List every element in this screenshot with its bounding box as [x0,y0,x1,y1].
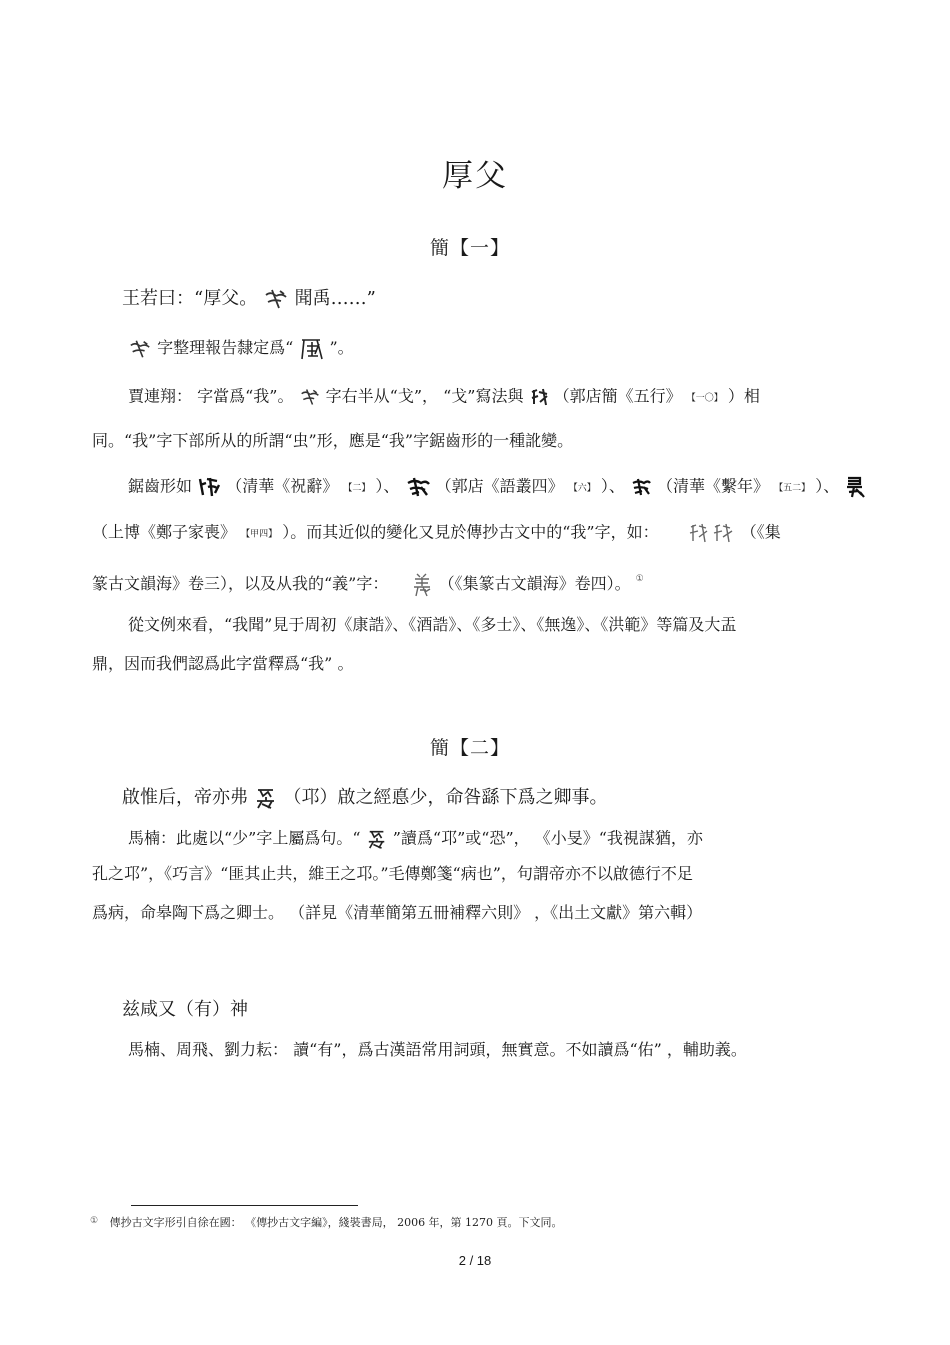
para-2-text-i: ）。而其近似的變化又見於傳抄古文中的“我”字，如： [282,522,659,542]
para-1-line-2: 同。“我”字下部所从的所謂“虫”形，應是“我”字鋸齒形的一種訛變。 [92,431,574,450]
para-4-text-a: 馬楠：此處以“少”字上屬爲句。“ [128,828,361,848]
quote-2-text-a: 啟惟后，帝亦弗 [122,787,248,808]
footnote-divider [131,1205,358,1206]
footnote-text: 傳抄古文字形引自徐在國： 《傳抄古文字編》，綫裝書局， 2006 年，第 1270 頁。下文同。 [109,1216,563,1229]
para-2-text-a: 鋸齒形如 [128,476,193,496]
qiong-glyph-icon [254,787,278,809]
footnote-ref-1[interactable]: ① [635,574,644,584]
wuxing-glyph-icon [529,387,549,407]
para-2-line-3 [92,571,644,598]
para-2-text-e: ）、 [600,476,625,496]
para-4-line-1 [128,829,703,849]
quote-2-text-b: （邛）啟之經悳少，命咎繇下爲之卿事。 [283,787,608,808]
para-2-text-k: 篆古文韻海》卷三），以及从我的“義”字： [92,574,389,593]
para-2-text-f: （清華《繫年》 [657,476,770,496]
para-2-text-l: （《集篆古文韻海》卷四）。 [438,574,631,593]
wo-glyph-inline-icon [299,387,321,407]
para-1-line-1 [128,387,760,407]
note-text-b: ”。 [329,338,354,357]
zhengzi-glyph-icon [844,475,866,499]
section-3-quote: 兹咸又（有）神 [122,999,248,1020]
para-2-text-h: （上博《鄭子家喪》 [92,522,237,542]
qi-glyph-icon [298,336,324,362]
para-4-text-b: ”讀爲“邛”或“恐”， 《小旻》“我視謀猶，亦 [392,828,703,848]
para-2-text-g: ）、 [815,476,840,496]
para-5: 馬楠、周飛、劉力耘： 讀“有”，爲古漢語常用詞頭，無實意。不如讀爲“佑” ，輔助義。 [128,1040,747,1059]
para-3-line-1: 從文例來看，“我聞”見于周初《康誥》、《酒誥》、《多士》、《無逸》、《洪範》等篇及大盂 [128,615,737,634]
ref-zhengzi: 【甲四】 [241,529,278,540]
note-text-a: 字整理報告隸定爲“ [157,338,294,357]
footnote [90,1214,563,1230]
yucong-glyph-icon [405,475,431,499]
para-2-line-1 [128,475,866,499]
section-2-quote [122,783,607,809]
para-3-line-2: 鼎，因而我們認爲此字當釋爲“我” 。 [92,654,354,673]
para-4-line-3: 爲病，命皋陶下爲之卿士。 （詳見《清華簡第五冊補釋六則》 ，《出土文獻》第六輯） [92,903,703,922]
para-1-text-c: （郭店簡《五行》 [553,386,682,406]
ref-yucong: 【六】 [568,483,596,494]
para-2-text-b: （清華《祝辭》 [226,476,339,496]
qiong-glyph-inline-icon [366,829,388,849]
zhuci-glyph-icon [197,475,221,499]
quote-text-b: 聞禹……” [294,288,376,309]
wo-glyph-small-icon [128,338,152,360]
para-4-line-2: 孔之邛”，《巧言》“匪其止共，維王之邛。”毛傳鄭箋“病也”，句謂帝亦不以啟德行不足 [92,864,693,883]
section-heading-1: 簡【一】 [429,237,510,259]
ref-zhuci: 【二】 [343,483,371,494]
yi-glyph-icon [411,572,433,598]
para-1-text-b: 字右半从“戈”， “戈”寫法與 [325,386,524,406]
page-title: 厚父 [442,158,508,194]
para-1-text-d: ）相 [727,386,760,406]
page-number: 2 / 18 [458,1253,492,1268]
section-1-note [128,335,354,362]
wo-glyph-icon [263,287,289,311]
para-2-line-2 [92,522,781,544]
chuanchao-wo-glyph-icon [688,522,736,544]
ref-wuxing: 【一〇】 [686,393,723,404]
xinian-glyph-icon [630,476,652,498]
quote-text-a: 王若曰：“厚父。 [122,288,258,309]
para-1-text-a: 賈連翔： 字當爲“我”。 [128,386,294,406]
para-2-text-d: （郭店《語叢四》 [435,476,564,496]
footnote-marker: ① [90,1216,99,1226]
para-2-text-j: （《集 [740,522,781,542]
ref-xinian: 【五二】 [774,483,811,494]
section-1-quote [122,284,376,311]
section-heading-2: 簡【二】 [429,737,510,759]
para-2-text-c: ）、 [375,476,400,496]
